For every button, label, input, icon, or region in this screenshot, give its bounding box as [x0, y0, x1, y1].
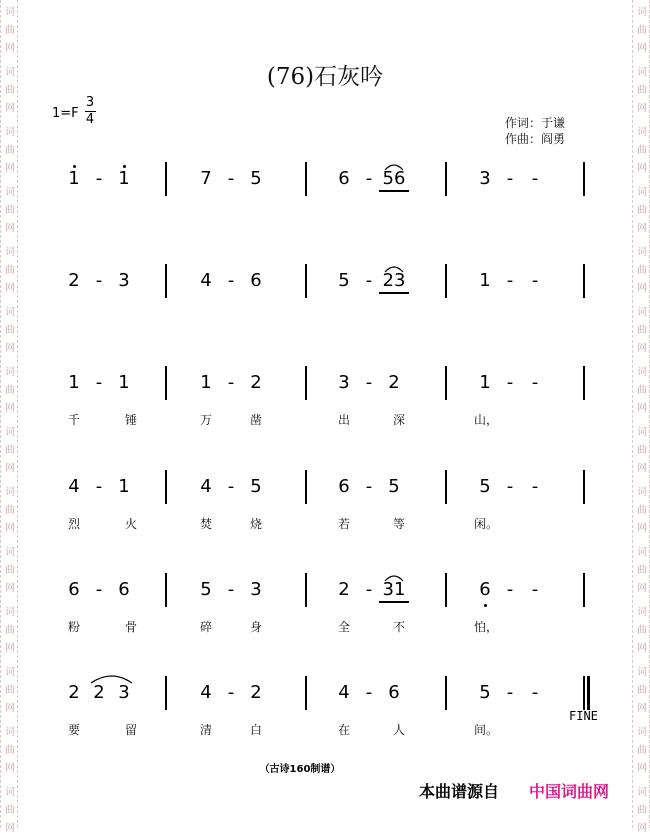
note: 4: [338, 682, 350, 703]
watermark-char: 网: [5, 463, 15, 474]
watermark-char: 词: [5, 187, 15, 198]
watermark-char: 网: [637, 703, 647, 714]
watermark-char: 网: [637, 163, 647, 174]
barline: [445, 573, 447, 607]
dash-mark: -: [227, 579, 235, 600]
dash-mark: -: [506, 682, 514, 703]
note: 1: [118, 372, 130, 393]
lyric-syllable: 烧: [249, 517, 262, 531]
lyricist-credit: 作词：于谦: [505, 116, 566, 130]
watermark-char: 词: [5, 727, 15, 738]
note: 1: [118, 476, 130, 497]
watermark-char: 网: [5, 223, 15, 234]
lyric-syllable: 千: [67, 413, 80, 427]
watermark-char: 曲: [5, 85, 15, 96]
watermark-char: 网: [637, 403, 647, 414]
dash-mark: -: [95, 372, 103, 393]
dash-mark: -: [506, 579, 514, 600]
note: 2: [338, 579, 350, 600]
watermark-char: 词: [5, 67, 15, 78]
watermark-char: 网: [637, 523, 647, 534]
watermark-char: 词: [637, 667, 647, 678]
lyric-syllable: 万: [199, 413, 212, 427]
dash-mark: -: [227, 476, 235, 497]
note: 7: [200, 168, 212, 189]
barline: [165, 162, 167, 196]
watermark-char: 词: [5, 247, 15, 258]
watermark-char: 词: [637, 67, 647, 78]
composer-credit: 作曲：阎勇: [505, 132, 566, 146]
lyric-syllable: 凿: [249, 413, 262, 427]
score-line: [0, 165, 650, 205]
watermark-char: 词: [637, 187, 647, 198]
lyric-syllable: 身: [249, 620, 262, 634]
watermark-char: 网: [637, 223, 647, 234]
note: 31: [382, 579, 406, 600]
note: 1: [68, 168, 80, 189]
source-label: 本曲谱源自: [419, 782, 500, 801]
note: 3: [118, 270, 130, 291]
watermark-char: 网: [637, 103, 647, 114]
note: 1: [479, 270, 491, 291]
note: 6: [118, 579, 130, 600]
barline: [445, 264, 447, 298]
barline: [445, 162, 447, 196]
note: 5: [479, 682, 491, 703]
barline: [305, 676, 307, 710]
note: 2: [388, 372, 400, 393]
footer-note: （古诗160制谱）: [259, 764, 341, 775]
time-signature-bottom: 4: [85, 112, 95, 127]
watermark-char: 词: [5, 487, 15, 498]
watermark-char: 网: [5, 823, 15, 834]
note: 6: [338, 168, 350, 189]
dash-mark: -: [531, 579, 539, 600]
lyric-syllable: 清: [199, 723, 212, 737]
barline: [305, 366, 307, 400]
watermark-char: 曲: [637, 505, 647, 516]
watermark-char: 词: [5, 367, 15, 378]
dash-mark: -: [227, 168, 235, 189]
note: 1: [118, 168, 130, 189]
watermark-char: 网: [5, 43, 15, 54]
watermark-char: 词: [5, 787, 15, 798]
watermark-char: 网: [5, 763, 15, 774]
note: 6: [338, 476, 350, 497]
time-signature: [84, 96, 96, 127]
fine-marking: FINE: [569, 709, 598, 723]
watermark-char: 曲: [5, 685, 15, 696]
watermark-char: 网: [5, 283, 15, 294]
watermark-char: 词: [5, 427, 15, 438]
lyric-syllable: 若: [337, 517, 350, 531]
watermark-char: 曲: [637, 685, 647, 696]
note: 2: [93, 682, 105, 703]
lyric-syllable: 深: [392, 413, 405, 427]
watermark-char: 网: [637, 643, 647, 654]
watermark-char: 词: [5, 127, 15, 138]
beam-underline: [379, 601, 409, 603]
slur-arc: [384, 258, 404, 277]
watermark-char: 网: [637, 583, 647, 594]
lyric-syllable: 烈: [67, 517, 80, 531]
barline: [165, 366, 167, 400]
note: 4: [200, 682, 212, 703]
dash-mark: -: [506, 270, 514, 291]
watermark-char: 词: [637, 247, 647, 258]
watermark-char: 词: [637, 607, 647, 618]
lyric-syllable: 锤: [124, 413, 137, 427]
watermark-char: 词: [637, 367, 647, 378]
dash-mark: -: [365, 372, 373, 393]
watermark-char: 曲: [5, 625, 15, 636]
slur-arc: [384, 567, 404, 586]
lyric-syllable: 闲。: [474, 517, 499, 531]
barline: [583, 264, 585, 298]
dash-mark: -: [365, 476, 373, 497]
watermark-char: 曲: [5, 445, 15, 456]
high-octave-dot: [123, 165, 126, 168]
note: 56: [382, 168, 406, 189]
dash-mark: -: [95, 270, 103, 291]
watermark-char: 曲: [637, 385, 647, 396]
dash-mark: -: [506, 372, 514, 393]
watermark-char: 曲: [637, 325, 647, 336]
lyric-syllable: 怕，: [474, 620, 499, 634]
watermark-char: 曲: [5, 745, 15, 756]
watermark-char: 网: [5, 703, 15, 714]
watermark-char: 词: [637, 487, 647, 498]
dash-mark: -: [506, 476, 514, 497]
barline: [583, 470, 585, 504]
watermark-char: 词: [5, 7, 15, 18]
dash-mark: -: [95, 476, 103, 497]
barline: [445, 470, 447, 504]
lyric-syllable: 要: [67, 723, 80, 737]
watermark-char: 网: [637, 283, 647, 294]
dash-mark: -: [365, 579, 373, 600]
barline: [165, 676, 167, 710]
barline: [305, 264, 307, 298]
watermark-char: 网: [5, 163, 15, 174]
watermark-char: 词: [5, 307, 15, 318]
watermark-char: 曲: [637, 805, 647, 816]
note: 3: [479, 168, 491, 189]
lyric-syllable: 等: [392, 517, 405, 531]
lyric-syllable: 在: [337, 723, 350, 737]
watermark-char: 网: [637, 823, 647, 834]
watermark-char: 曲: [637, 25, 647, 36]
score-line: [0, 369, 650, 409]
slur-arc: [90, 669, 133, 688]
watermark-char: 词: [637, 7, 647, 18]
dash-mark: -: [365, 168, 373, 189]
watermark-char: 词: [637, 307, 647, 318]
note: 3: [118, 682, 130, 703]
dash-mark: -: [506, 168, 514, 189]
barline: [165, 470, 167, 504]
dash-mark: -: [227, 270, 235, 291]
watermark-char: 词: [637, 727, 647, 738]
dash-mark: -: [365, 270, 373, 291]
watermark-char: 网: [637, 343, 647, 354]
barline: [165, 573, 167, 607]
final-barline-thick: [587, 676, 590, 710]
watermark-char: 网: [5, 523, 15, 534]
note: 1: [479, 372, 491, 393]
dash-mark: -: [531, 168, 539, 189]
barline: [305, 573, 307, 607]
note: 1: [68, 372, 80, 393]
dash-mark: -: [95, 579, 103, 600]
note: 23: [382, 270, 406, 291]
lyric-syllable: 人: [392, 723, 405, 737]
beam-underline: [379, 292, 409, 294]
watermark-char: 曲: [5, 505, 15, 516]
note: 5: [338, 270, 350, 291]
note: 6: [68, 579, 80, 600]
barline: [583, 573, 585, 607]
lyric-syllable: 山，: [474, 413, 499, 427]
watermark-char: 曲: [637, 85, 647, 96]
note: 5: [479, 476, 491, 497]
final-barline: [583, 676, 585, 710]
high-octave-dot: [73, 165, 76, 168]
note: 4: [200, 270, 212, 291]
key-signature: 1=F: [52, 106, 79, 121]
dash-mark: -: [531, 372, 539, 393]
watermark-char: 词: [637, 127, 647, 138]
watermark-char: 曲: [637, 205, 647, 216]
lyric-syllable: 出: [337, 413, 350, 427]
barline: [583, 162, 585, 196]
score-line: [0, 576, 650, 616]
watermark-char: 曲: [637, 145, 647, 156]
watermark-char: 曲: [5, 265, 15, 276]
note: 3: [250, 579, 262, 600]
watermark-char: 曲: [637, 565, 647, 576]
watermark-char: 曲: [5, 325, 15, 336]
song-title: (76)石灰吟: [266, 64, 384, 90]
watermark-char: 曲: [5, 145, 15, 156]
dash-mark: -: [531, 682, 539, 703]
score-line: [0, 473, 650, 513]
watermark-char: 曲: [637, 625, 647, 636]
watermark-char: 词: [637, 547, 647, 558]
watermark-char: 词: [5, 607, 15, 618]
watermark-char: 网: [5, 643, 15, 654]
note: 4: [200, 476, 212, 497]
lyric-syllable: 留: [124, 723, 137, 737]
note: 6: [250, 270, 262, 291]
brand-link[interactable]: 中国词曲网: [529, 782, 610, 801]
note: 6: [479, 579, 491, 600]
watermark-char: 词: [637, 787, 647, 798]
lyric-syllable: 骨: [124, 620, 137, 634]
watermark-char: 网: [5, 403, 15, 414]
watermark-char: 词: [637, 427, 647, 438]
note: 6: [388, 682, 400, 703]
watermark-char: 曲: [637, 745, 647, 756]
lyric-syllable: 全: [337, 620, 350, 634]
watermark-char: 网: [637, 763, 647, 774]
note: 2: [250, 372, 262, 393]
lyric-syllable: 焚: [199, 517, 212, 531]
lyric-syllable: 白: [249, 723, 262, 737]
watermark-char: 曲: [637, 445, 647, 456]
dash-mark: -: [531, 476, 539, 497]
watermark-char: 曲: [5, 205, 15, 216]
dash-mark: -: [95, 168, 103, 189]
barline: [445, 676, 447, 710]
note: 5: [388, 476, 400, 497]
dash-mark: -: [365, 682, 373, 703]
note: 2: [250, 682, 262, 703]
note: 3: [338, 372, 350, 393]
watermark-char: 网: [637, 43, 647, 54]
watermark-char: 曲: [5, 565, 15, 576]
dash-mark: -: [227, 682, 235, 703]
time-signature-top: 3: [85, 95, 95, 110]
slur-arc: [384, 156, 404, 175]
note: 1: [200, 372, 212, 393]
note: 5: [200, 579, 212, 600]
dash-mark: -: [227, 372, 235, 393]
watermark-char: 词: [5, 667, 15, 678]
beam-underline: [379, 190, 409, 192]
barline: [445, 366, 447, 400]
watermark-char: 曲: [5, 805, 15, 816]
dash-mark: -: [531, 270, 539, 291]
watermark-char: 网: [5, 103, 15, 114]
note: 4: [68, 476, 80, 497]
note: 5: [250, 476, 262, 497]
barline: [305, 470, 307, 504]
watermark-char: 词: [5, 547, 15, 558]
note: 2: [68, 682, 80, 703]
barline: [583, 366, 585, 400]
barline: [305, 162, 307, 196]
note: 2: [68, 270, 80, 291]
lyric-syllable: 火: [124, 517, 137, 531]
lyric-syllable: 碎: [199, 620, 212, 634]
watermark-char: 曲: [5, 25, 15, 36]
watermark-char: 曲: [637, 265, 647, 276]
lyric-syllable: 间。: [474, 723, 499, 737]
lyric-syllable: 粉: [67, 620, 80, 634]
score-line: [0, 679, 650, 723]
lyric-syllable: 不: [392, 620, 405, 634]
score-line: [0, 267, 650, 307]
watermark-char: 网: [5, 343, 15, 354]
watermark-char: 曲: [5, 385, 15, 396]
note: 5: [250, 168, 262, 189]
barline: [165, 264, 167, 298]
watermark-char: 网: [637, 463, 647, 474]
low-octave-dot: [484, 604, 487, 607]
watermark-char: 网: [5, 583, 15, 594]
